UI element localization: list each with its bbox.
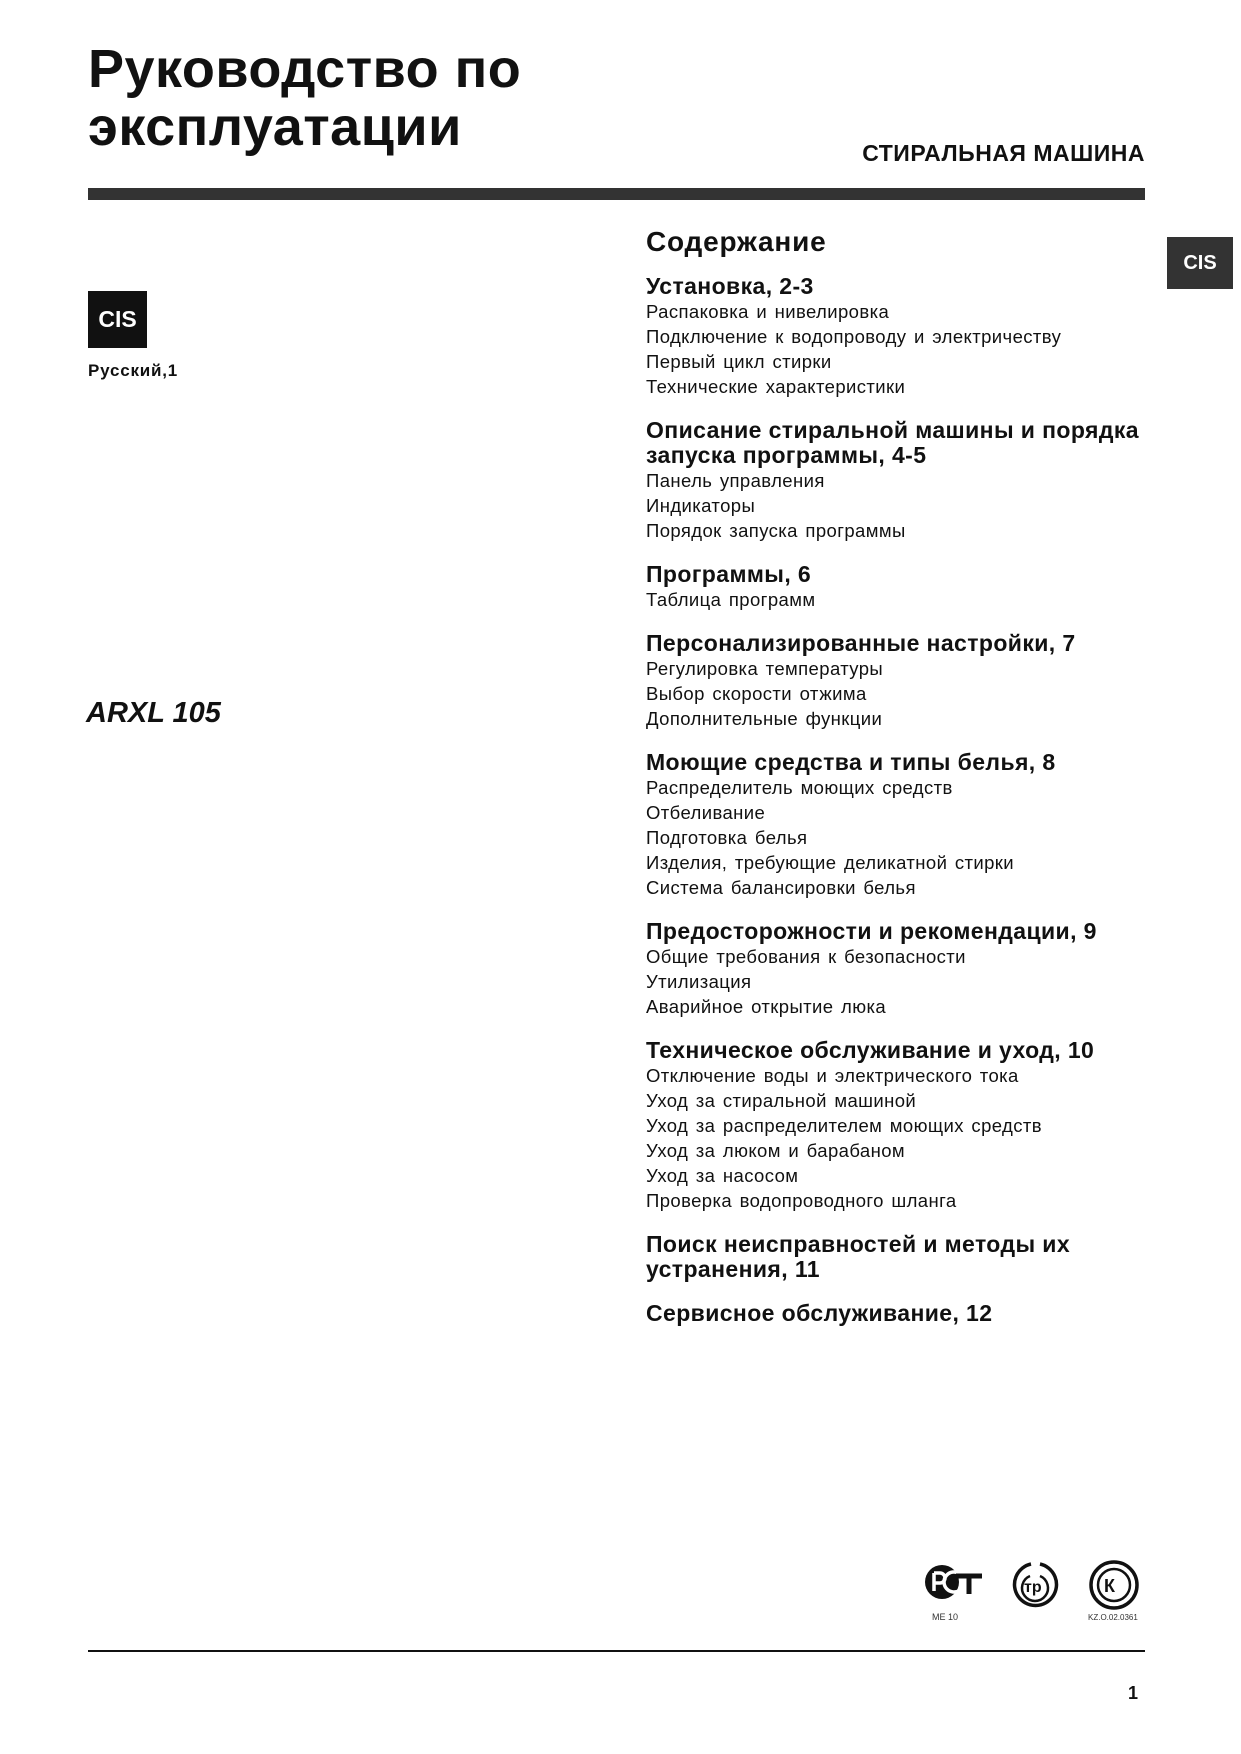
toc-entry[interactable]: Распределитель моющих средств (646, 777, 953, 798)
kz-mark-icon (1088, 1562, 1138, 1622)
toc-entry[interactable]: Уход за стиральной машиной (646, 1090, 917, 1111)
toc-section-title[interactable]: Программы, 6 (646, 561, 812, 587)
pct-mark-code: ME 10 (932, 1612, 959, 1622)
kz-mark-code: KZ.O.02.0361 (1088, 1613, 1138, 1622)
toc-section-title[interactable]: Поиск неисправностей и методы их устранения, 11 (646, 1231, 1071, 1282)
page-number: 1 (1128, 1683, 1139, 1703)
toc-entry[interactable]: Выбор скорости отжима (646, 683, 867, 704)
model-name: ARXL 105 (86, 697, 221, 729)
toc-section-title[interactable]: Установка, 2-3 (646, 273, 814, 299)
toc-entry[interactable]: Общие требования к безопасности (646, 946, 966, 967)
title-line-2: эксплуатации (88, 97, 462, 157)
toc-section-title[interactable]: Персонализированные настройки, 7 (646, 630, 1076, 656)
table-of-contents (646, 226, 1146, 1345)
toc-section-title[interactable]: Техническое обслуживание и уход, 10 (646, 1037, 1095, 1063)
document-title (88, 40, 521, 156)
toc-section (646, 750, 1146, 900)
toc-entry[interactable]: Первый цикл стирки (646, 351, 832, 372)
toc-entry[interactable]: Порядок запуска программы (646, 520, 906, 541)
toc-entry[interactable]: Подключение к водопроводу и электричеству (646, 326, 1062, 347)
language-label[interactable]: Русский,1 (88, 361, 179, 380)
toc-entry[interactable]: Панель управления (646, 470, 825, 491)
eac-tp-mark-icon (1015, 1564, 1057, 1606)
toc-section-title[interactable]: Предосторожности и рекомендации, 9 (646, 918, 1097, 944)
toc-entry[interactable]: Изделия, требующие деликатной стирки (646, 852, 1015, 873)
product-type: СТИРАЛЬНАЯ МАШИНА (862, 140, 1145, 166)
toc-entry[interactable]: Уход за насосом (646, 1165, 799, 1186)
header-rule (88, 188, 1145, 200)
language-side-tab[interactable]: CIS (1167, 237, 1233, 289)
toc-section-title[interactable]: Сервисное обслуживание, 12 (646, 1300, 993, 1326)
pct-mark-icon (925, 1565, 982, 1622)
toc-entry[interactable]: Утилизация (646, 971, 752, 992)
toc-section (646, 1038, 1146, 1213)
toc-entry[interactable]: Система балансировки белья (646, 877, 916, 898)
certification-marks (918, 1556, 1148, 1626)
toc-entry[interactable]: Дополнительные функции (646, 708, 883, 729)
toc-section-title[interactable]: Моющие средства и типы белья, 8 (646, 749, 1056, 775)
title-line-1: Руководство по (88, 39, 522, 99)
toc-entry[interactable]: Таблица программ (646, 589, 816, 610)
toc-entry[interactable]: Аварийное открытие люка (646, 996, 887, 1017)
toc-entry[interactable]: Распаковка и нивелировка (646, 301, 890, 322)
toc-section (646, 919, 1146, 1019)
toc-entry[interactable]: Подготовка белья (646, 827, 808, 848)
toc-entry[interactable]: Индикаторы (646, 495, 756, 516)
toc-section (646, 274, 1146, 399)
toc-entry[interactable]: Технические характеристики (646, 376, 906, 397)
toc-section (646, 418, 1146, 543)
toc-section (646, 1301, 1146, 1326)
toc-section (646, 631, 1146, 731)
toc-entry[interactable]: Проверка водопроводного шланга (646, 1190, 957, 1211)
toc-entry[interactable]: Уход за распределителем моющих средств (646, 1115, 1042, 1136)
toc-entry[interactable]: Уход за люком и барабаном (646, 1140, 906, 1161)
toc-section (646, 1232, 1146, 1282)
svg-text:тр: тр (1024, 1579, 1042, 1596)
footer-rule (88, 1650, 1145, 1652)
language-code-badge[interactable]: CIS (88, 291, 147, 348)
toc-entry[interactable]: Отбеливание (646, 802, 766, 823)
toc-section-title[interactable]: Описание стиральной машины и порядка запуска программы, 4-5 (646, 417, 1139, 468)
toc-heading: Содержание (646, 226, 827, 257)
toc-entry[interactable]: Регулировка температуры (646, 658, 884, 679)
toc-section (646, 562, 1146, 612)
svg-text:К: К (1104, 1576, 1115, 1596)
toc-entry[interactable]: Отключение воды и электрического тока (646, 1065, 1019, 1086)
